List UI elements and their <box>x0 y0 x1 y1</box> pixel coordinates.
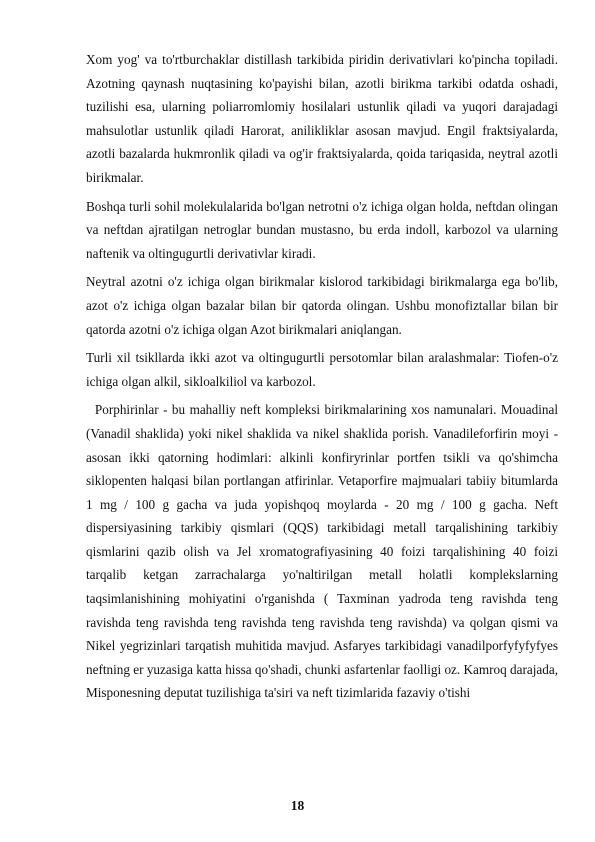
paragraph-1: Xom yog' va to'rtburchaklar distillash tarkibida piridin derivativlari ko'pincha topiladi. Azotning qaynash nuqtasining ko'payishi bilan, azotli birikma tarkibi odatda oshadi, tuzilishi esa, ularning poliarromlomiy hosilalari ustunlik qiladi va yuqori darajadagi mahsulotlar ustunlik qiladi Harorat, anilikliklar asosan mavjud. Engil fraktsiyalarda, azotli bazalarda hukmronlik qiladi va og'ir fraktsiyalarda, qoida tariqasida, neytral azotli birikmalar. <box>86 52 558 185</box>
page-number: 18 <box>290 798 305 813</box>
document-body <box>86 48 558 710</box>
paragraph-5: Porphirinlar - bu mahalliy neft kompleksi birikmalarining xos namunalari. Mouadinal (Vanadil shaklida) yoki nikel shaklida va nikel shaklida porish. Vanadileforfirin moyi - asosan ikki qatorning hodimlari: alkinli konfiryrinlar portfen tsikli va qo'shimcha siklopenten halqasi bilan portlangan atfirinlar. Vetaporfire majmualari tabiiy bitumlarda 1 mg / 100 g gacha va juda yopishqoq moylarda - 20 mg / 100 g gacha. Neft dispersiyasining tarkibiy qismlari (QQS) tarkibidagi metall tarqalishining tarkibiy qismlarini qazib olish va Jel xromatografiyasining 40 foizi tarqalishining 40 foizi tarqalib ketgan zarrachalarga yo'naltirilgan metall holatli komplekslarning taqsimlanishining mohiyatini o'rganishda ( Taxminan yadroda teng ravishda teng ravishda teng ravishda teng ravishda teng ravishda teng ravishda) va qolgan qismi va Nikel yegrizinlari tarqatish muhitida mavjud. Asfaryes tarkibidagi vanadilporfyfyfyfyes neftning er yuzasiga katta hissa qo'shadi, chunki asfartenlar faolligi oz. Kamroq darajada, Misponesning deputat tuzilishiga ta'siri va neft tizimlarida fazaviy o'tishi <box>86 402 558 701</box>
paragraph-3: Neytral azotni o'z ichiga olgan birikmalar kislorod tarkibidagi birikmalarga ega bo'lib, azot o'z ichiga olgan bazalar bilan bir qatorda olingan. Ushbu monofiztallar bilan bir qatorda azotni o'z ichiga olgan Azot birikmalari aniqlangan. <box>86 274 558 337</box>
paragraph-2: Boshqa turli sohil molekulalarida bo'lgan netrotni o'z ichiga olgan holda, neftdan olingan va neftdan ajratilgan netroglar bundan mustasno, bu erda indoll, karbozol va ularning naftenik va oltingugurtli derivativlar kiradi. <box>86 198 558 261</box>
paragraph-4: Turli xil tsikllarda ikki azot va oltingugurtli persotomlar bilan aralashmalar: Tiofen-o'z ichiga olgan alkil, sikloalkiliol va karbozol. <box>86 350 558 389</box>
